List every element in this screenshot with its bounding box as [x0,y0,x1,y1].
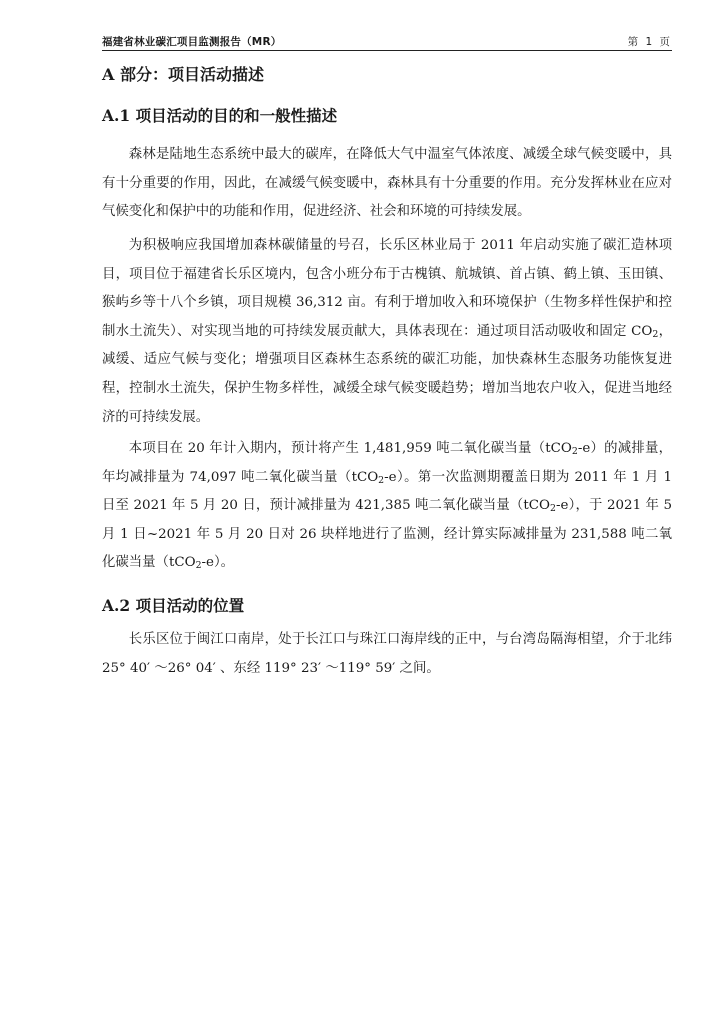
header-title: 福建省林业碳汇项目监测报告（MR） [102,36,282,48]
co2-subscript: 2 [652,328,659,340]
para3-text-e: -e）。 [201,555,235,571]
para3-text-d: -e），于 2021 年 5 月 1 日~2021 年 5 月 20 日对 26 块样地进行了监测，经计算实际减排量为 231,588 吨二氧化碳当量（tCO [102,498,672,571]
section-a2-heading: A.2 项目活动的位置 [102,596,245,615]
co2-subscript: 2 [571,445,578,457]
section-a2-paragraph-1: 长乐区位于闽江口南岸，处于长江口与珠江口海岸线的正中，与台湾岛隔海相望，介于北纬 25° 40′ ～26° 04′ 、东经 119° 23′ ～119° 59′ 之间。 [102,632,672,676]
header-page-number: 第 1 页 [627,36,672,48]
para3-text-a: 本项目在 20 年计入期内，预计将产生 1,481,959 吨二氧化碳当量（tCO [128,441,572,456]
para3-text-c: -e）。第一次监测期覆盖日期为 2011 年 1 月 1 日至 2021 年 5 月 20 日，预计减排量为 421,385 吨二氧化碳当量（tCO [102,469,672,514]
section-a1-paragraph-2 [102,232,672,432]
para2-text-b: ，减缓、适应气候与变化；增强项目区森林生态系统的碳汇功能，加快森林生态服务功能恢复进程，控制水土流失，保护生物多样性，减缓全球气候变暖趋势；增加当地农户收入，促进当地经济的可持续发展。 [102,323,673,425]
page-header [102,30,672,51]
section-a1-paragraph-1: 森林是陆地生态系统中最大的碳库，在降低大气中温室气体浓度、减缓全球气候变暖中，具有十分重要的作用，因此，在减缓气候变暖中，森林具有十分重要的作用。充分发挥林业在应对气候变化和保护中的功能和作用，促进经济、社会和环境的可持续发展。 [102,147,672,220]
section-a1-paragraph-3 [102,435,672,578]
para2-text-a: 为积极响应我国增加森林碳储量的号召，长乐区林业局于 2011 年启动实施了碳汇造林项目，项目位于福建省长乐区境内，包含小班分布于古槐镇、航城镇、首占镇、鹤上镇、玉田镇、猴屿乡等十八个乡镇，项目规模 36,312 亩。有利于增加收入和环境保护（生物多样性保护和控制水土流失）、对实现当地的可持续发展贡献大，具体表现在：通过项目活动吸收和固定 CO [102,238,672,339]
part-a-heading: A 部分：项目活动描述 [102,65,264,84]
co2-subscript: 2 [550,503,557,515]
section-a1-heading: A.1 项目活动的目的和一般性描述 [102,106,338,125]
para3-text-b: -e）的减排量，年均减排量为 74,097 吨二氧化碳当量（tCO [102,441,672,485]
co2-subscript: 2 [195,560,202,572]
co2-subscript: 2 [378,474,385,486]
